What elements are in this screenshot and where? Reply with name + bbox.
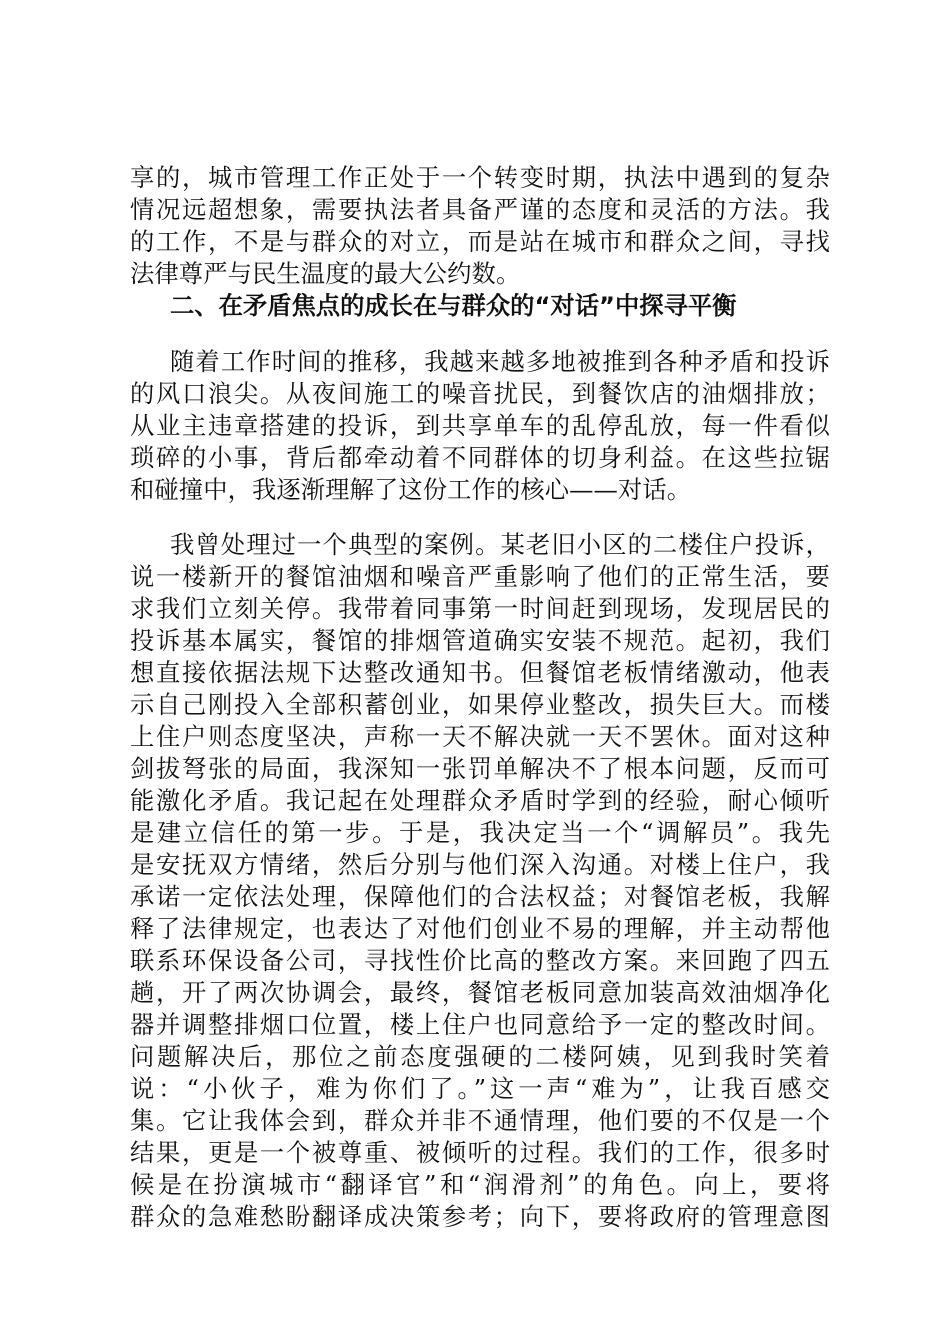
- paragraph-2: [130, 346, 830, 506]
- text-line: 我曾处理过一个典型的案例。某老旧小区的二楼住户投诉，: [170, 530, 830, 559]
- text-line: 释了法律规定，也表达了对他们创业不易的理解，并主动帮他: [130, 914, 830, 943]
- text-line: 说：“小伙子，难为你们了。”这一声“难为”，让我百感交: [130, 1074, 830, 1103]
- text-line: 的风口浪尖。从夜间施工的噪音扰民，到餐饮店的油烟排放；: [130, 379, 830, 408]
- text-line: 求我们立刻关停。我带着同事第一时间赶到现场，发现居民的: [130, 594, 830, 623]
- text-line: 随着工作时间的推移，我越来越多地被推到各种矛盾和投诉: [170, 347, 830, 376]
- paragraph-3: [130, 529, 830, 1233]
- text-line: 的工作，不是与群众的对立，而是站在城市和群众之间，寻找: [130, 227, 830, 256]
- text-line: 器并调整排烟口位置，楼上住户也同意给予一定的整改时间。: [130, 1010, 830, 1039]
- text-line: 和碰撞中，我逐渐理解了这份工作的核心——对话。: [130, 475, 692, 504]
- text-line: 趟，开了两次协调会，最终，餐馆老板同意加装高效油烟净化: [130, 978, 830, 1007]
- section-heading: 二、在矛盾焦点的成长在与群众的“对话”中探寻平衡: [170, 291, 737, 320]
- text-line: 是安抚双方情绪，然后分别与他们深入沟通。对楼上住户，我: [130, 850, 830, 879]
- paragraph-1: [130, 162, 830, 290]
- text-line: 剑拔弩张的局面，我深知一张罚单解决不了根本问题，反而可: [130, 754, 830, 783]
- text-line: 情况远超想象，需要执法者具备严谨的态度和灵活的方法。我: [130, 195, 830, 224]
- text-line: 上住户则态度坚决，声称一天不解决就一天不罢休。面对这种: [130, 722, 830, 751]
- paragraph-gap: [130, 506, 830, 529]
- text-line: 想直接依据法规下达整改通知书。但餐馆老板情绪激动，他表: [130, 658, 830, 687]
- text-line: 法律尊严与民生温度的最大公约数。: [130, 259, 521, 288]
- document-page: [130, 162, 830, 1233]
- text-line: 承诺一定依法处理，保障他们的合法权益；对餐馆老板，我解: [130, 882, 830, 911]
- text-line: 集。它让我体会到，群众并非不通情理，他们要的不仅是一个: [130, 1106, 830, 1135]
- text-line: 琐碎的小事，背后都牵动着不同群体的切身利益。在这些拉锯: [130, 443, 830, 472]
- text-line: 是建立信任的第一步。于是，我决定当一个“调解员”。我先: [130, 818, 830, 847]
- text-line: 投诉基本属实，餐馆的排烟管道确实安装不规范。起初，我们: [130, 626, 830, 655]
- text-line: 示自己刚投入全部积蓄创业，如果停业整改，损失巨大。而楼: [130, 690, 830, 719]
- text-line: 联系环保设备公司，寻找性价比高的整改方案。来回跑了四五: [130, 946, 830, 975]
- text-line: 从业主违章搭建的投诉，到共享单车的乱停乱放，每一件看似: [130, 411, 830, 440]
- text-line: 享的，城市管理工作正处于一个转变时期，执法中遇到的复杂: [130, 163, 830, 192]
- text-line: 候是在扮演城市“翻译官”和“润滑剂”的角色。向上，要将: [130, 1170, 830, 1199]
- text-line: 结果，更是一个被尊重、被倾听的过程。我们的工作，很多时: [130, 1138, 830, 1167]
- text-line: 说一楼新开的餐馆油烟和噪音严重影响了他们的正常生活，要: [130, 562, 830, 591]
- text-line: 能激化矛盾。我记起在处理群众矛盾时学到的经验，耐心倾听: [130, 786, 830, 815]
- text-line: 群众的急难愁盼翻译成决策参考；向下，要将政府的管理意图: [130, 1202, 830, 1231]
- text-line: 问题解决后，那位之前态度强硬的二楼阿姨，见到我时笑着: [130, 1042, 830, 1071]
